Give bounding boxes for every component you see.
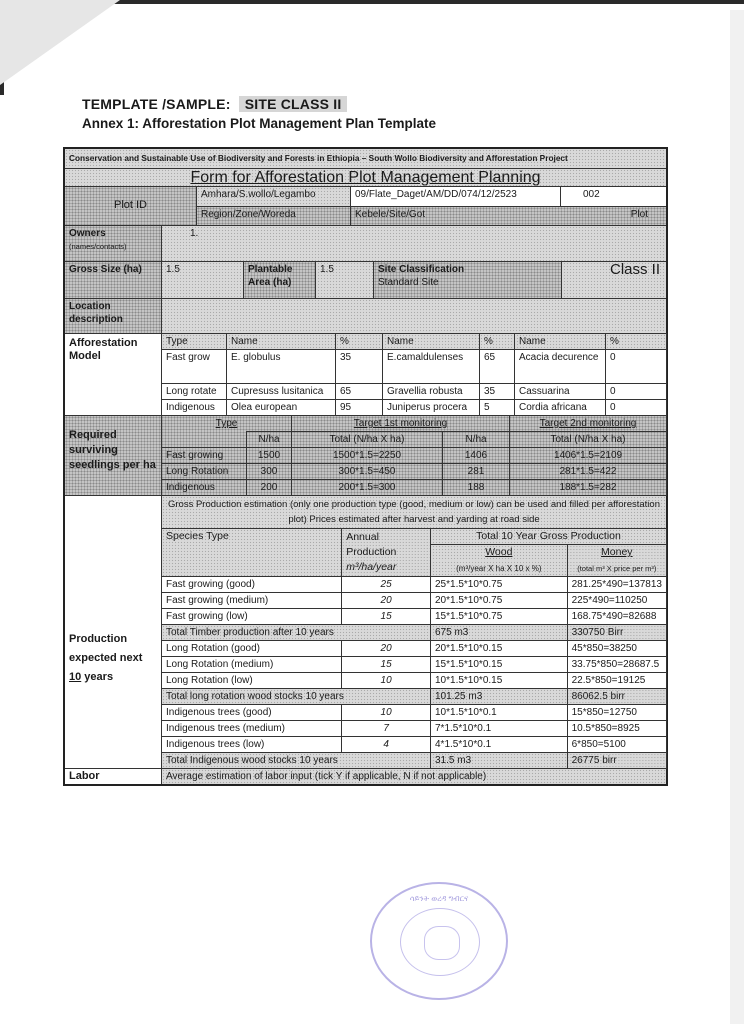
seedlings-cell[interactable]: 1406*1.5=2109	[510, 448, 667, 464]
production-row	[162, 609, 667, 625]
production-wood[interactable]: 10*1.5*10*0.1	[431, 705, 568, 721]
production-annual[interactable]: 20	[342, 593, 431, 609]
template-heading	[82, 96, 347, 112]
seedlings-row	[65, 416, 666, 496]
seedlings-header-type: Type	[162, 416, 292, 432]
production-annual[interactable]: 10	[342, 673, 431, 689]
model-cell[interactable]: E. globulus	[227, 350, 336, 384]
production-row	[162, 721, 667, 737]
production-col-annual: Annual Production	[346, 531, 397, 558]
production-annual[interactable]: 25	[342, 577, 431, 593]
seedlings-sub-total1: Total (N/ha X ha)	[292, 432, 443, 448]
model-cell[interactable]: Juniperus procera	[383, 400, 480, 416]
labor-text: Average estimation of labor input (tick Y if applicable, N if not applicable)	[162, 769, 666, 784]
gross-size-value[interactable]: 1.5	[162, 262, 244, 298]
production-annual[interactable]: 15	[342, 609, 431, 625]
production-wood[interactable]: 15*1.5*10*0.15	[431, 657, 568, 673]
size-row	[65, 262, 666, 299]
production-money[interactable]: 15*850=12750	[567, 705, 666, 721]
model-cell[interactable]: 65	[336, 384, 383, 400]
production-col-species: Species Type	[162, 529, 342, 577]
production-money[interactable]: 6*850=5100	[567, 737, 666, 753]
model-cell[interactable]: E.camaldulenses	[383, 350, 480, 384]
production-total-row	[162, 625, 667, 641]
kebele-label: Kebele/Site/Got	[355, 209, 426, 220]
model-cell[interactable]: 0	[606, 400, 667, 416]
production-total-money[interactable]: 86062.5 birr	[567, 689, 666, 705]
model-row-fast	[162, 350, 667, 384]
production-row	[162, 593, 667, 609]
production-species: Indigenous trees (medium)	[162, 721, 342, 737]
plantable-label-cell	[244, 262, 316, 298]
production-header-row-1	[162, 529, 667, 545]
production-wood[interactable]: 15*1.5*10*0.75	[431, 609, 568, 625]
model-header-name-1: Name	[227, 334, 336, 350]
model-cell[interactable]: 95	[336, 400, 383, 416]
annex-title: Annex 1: Afforestation Plot Management Plan Template	[82, 116, 437, 131]
model-cell[interactable]: 35	[336, 350, 383, 384]
production-wood[interactable]: 4*1.5*10*0.1	[431, 737, 568, 753]
model-cell[interactable]: Cordia africana	[515, 400, 606, 416]
seedlings-row-indigenous	[162, 480, 667, 496]
seedlings-sub-total2: Total (N/ha X ha)	[510, 432, 667, 448]
production-total-label: Total Timber production after 10 years	[162, 625, 431, 641]
production-col-annual-cell	[342, 529, 431, 577]
model-row-long	[162, 384, 667, 400]
production-wood[interactable]: 25*1.5*10*0.75	[431, 577, 568, 593]
production-species: Indigenous trees (low)	[162, 737, 342, 753]
production-row	[65, 496, 666, 769]
production-annual[interactable]: 20	[342, 641, 431, 657]
production-total-wood[interactable]: 675 m3	[431, 625, 568, 641]
model-cell[interactable]: 35	[480, 384, 515, 400]
seedlings-cell: Fast growing	[162, 448, 247, 464]
seedlings-cell: Long Rotation	[162, 464, 247, 480]
plot-id-fields	[197, 187, 666, 225]
seedlings-cell[interactable]: 281	[443, 464, 510, 480]
production-label-cell	[65, 496, 162, 768]
afforestation-model-table	[161, 333, 667, 416]
model-cell[interactable]: Cupresuss lusitanica	[227, 384, 336, 400]
kebele-value[interactable]: 09/Flate_Daget/AM/DD/074/12/2523	[351, 187, 561, 206]
production-total-money[interactable]: 330750 Birr	[567, 625, 666, 641]
production-species: Long Rotation (good)	[162, 641, 342, 657]
production-total-wood[interactable]: 31.5 m3	[431, 753, 568, 769]
seedlings-label: Required surviving seedlings per ha	[65, 416, 162, 495]
seedlings-cell: Indigenous	[162, 480, 247, 496]
production-annual[interactable]: 7	[342, 721, 431, 737]
seedlings-row-fast	[162, 448, 667, 464]
owners-label-cell	[65, 226, 162, 261]
production-money[interactable]: 22.5*850=19125	[567, 673, 666, 689]
production-money[interactable]: 225*490=110250	[567, 593, 666, 609]
seedlings-subheader-row	[162, 432, 667, 448]
production-species: Long Rotation (medium)	[162, 657, 342, 673]
location-row	[65, 299, 666, 334]
plot-id-row	[65, 187, 666, 226]
project-row	[65, 149, 666, 169]
production-wood[interactable]: 10*1.5*10*0.15	[431, 673, 568, 689]
production-row	[162, 577, 667, 593]
production-years-word: years	[81, 671, 114, 683]
model-cell[interactable]: Gravellia robusta	[383, 384, 480, 400]
seedlings-header-row	[162, 416, 667, 432]
production-col-money: Money	[567, 545, 666, 561]
seedlings-table	[161, 415, 667, 496]
seedlings-subheader-blank	[162, 432, 247, 448]
seedlings-cell[interactable]: 300*1.5=450	[292, 464, 443, 480]
production-total-row	[162, 753, 667, 769]
production-row	[162, 705, 667, 721]
model-header-name-2: Name	[383, 334, 480, 350]
production-money[interactable]: 168.75*490=82688	[567, 609, 666, 625]
model-cell[interactable]: 0	[606, 350, 667, 384]
folded-corner	[0, 0, 120, 85]
production-total-money[interactable]: 26775 birr	[567, 753, 666, 769]
owners-sublabel: (names/contacts)	[69, 242, 127, 251]
afforestation-model-label: Afforestation Model	[65, 334, 162, 415]
seedlings-cell[interactable]: 300	[247, 464, 292, 480]
model-cell: Long rotate	[162, 384, 227, 400]
model-header-name-3: Name	[515, 334, 606, 350]
model-cell[interactable]: Olea european	[227, 400, 336, 416]
production-money[interactable]: 45*850=38250	[567, 641, 666, 657]
production-wood[interactable]: 20*1.5*10*0.75	[431, 593, 568, 609]
region-value[interactable]: Amhara/S.wollo/Legambo	[197, 187, 351, 206]
management-plan-form	[63, 147, 668, 786]
production-money[interactable]: 33.75*850=28687.5	[567, 657, 666, 673]
production-row	[162, 673, 667, 689]
model-cell[interactable]: 0	[606, 384, 667, 400]
seedlings-cell[interactable]: 1406	[443, 448, 510, 464]
production-money[interactable]: 10.5*850=8925	[567, 721, 666, 737]
seedlings-cell[interactable]: 1500	[247, 448, 292, 464]
production-wood[interactable]: 20*1.5*10*0.15	[431, 641, 568, 657]
seedlings-cell[interactable]: 200	[247, 480, 292, 496]
form-title-row	[65, 169, 666, 187]
production-col-wood: Wood	[431, 545, 568, 561]
project-line: Conservation and Sustainable Use of Biodiversity and Forests in Ethiopia – South Wollo Biodiversity and Afforestation Project	[69, 153, 568, 163]
model-cell[interactable]: 5	[480, 400, 515, 416]
production-species: Indigenous trees (good)	[162, 705, 342, 721]
form-title: Form for Afforestation Plot Management Planning	[190, 169, 541, 186]
production-wood[interactable]: 7*1.5*10*0.1	[431, 721, 568, 737]
model-header-type: Type	[162, 334, 227, 350]
seedlings-cell[interactable]: 281*1.5=422	[510, 464, 667, 480]
production-annual[interactable]: 10	[342, 705, 431, 721]
labor-row	[65, 769, 666, 784]
model-cell[interactable]: Cassuarina	[515, 384, 606, 400]
model-cell[interactable]: Acacia decurence	[515, 350, 606, 384]
owners-label: Owners	[69, 228, 106, 239]
seedlings-header-target1: Target 1st monitoring	[292, 416, 510, 432]
seedlings-sub-nha2: N/ha	[443, 432, 510, 448]
production-col-money-formula: (total m³ X price per m³)	[567, 561, 666, 577]
site-class-label: Site Classification	[378, 264, 465, 275]
plot-value[interactable]: 002	[561, 187, 666, 206]
site-class-label-cell	[374, 262, 562, 298]
plot-id-label: Plot ID	[65, 187, 197, 225]
location-label: Location description	[65, 299, 162, 333]
site-class-badge: SITE CLASS II	[239, 96, 348, 112]
production-total-wood[interactable]: 101.25 m3	[431, 689, 568, 705]
seedlings-sub-nha: N/ha	[247, 432, 292, 448]
owners-value[interactable]: 1.	[190, 228, 199, 239]
labor-label: Labor	[65, 769, 162, 784]
scan-edge-right	[730, 10, 744, 1024]
seedlings-table-wrap	[162, 416, 666, 495]
seedlings-header-target2: Target 2nd monitoring	[510, 416, 667, 432]
plot-label: Plot	[630, 209, 648, 220]
production-years-num: 10	[69, 671, 82, 683]
production-row	[162, 641, 667, 657]
location-value[interactable]	[162, 299, 666, 333]
plantable-label: Plantable Area (ha)	[248, 264, 293, 288]
production-species: Long Rotation (low)	[162, 673, 342, 689]
region-label: Region/Zone/Woreda	[197, 207, 351, 225]
owners-row	[65, 226, 666, 262]
model-header-row	[162, 334, 667, 350]
production-row	[162, 657, 667, 673]
model-header-pct-2: %	[480, 334, 515, 350]
seedlings-cell[interactable]: 200*1.5=300	[292, 480, 443, 496]
template-label: TEMPLATE /SAMPLE:	[82, 96, 231, 112]
production-table	[161, 528, 667, 769]
production-note: Gross Production estimation (only one production type (good, medium or low) can be used and filled per afforestation plot) Prices estimated after harvest and yarding at road side	[162, 496, 666, 529]
seedlings-cell[interactable]: 188	[443, 480, 510, 496]
production-col-annual-unit: m³/ha/year	[346, 561, 397, 573]
production-total-label: Total long rotation wood stocks 10 years	[162, 689, 431, 705]
production-col-total: Total 10 Year Gross Production	[431, 529, 667, 545]
production-annual[interactable]: 4	[342, 737, 431, 753]
production-species: Fast growing (medium)	[162, 593, 342, 609]
production-annual[interactable]: 15	[342, 657, 431, 673]
production-species: Fast growing (good)	[162, 577, 342, 593]
stamp-text: ሳይንት ወረዳ ግብርና	[409, 894, 469, 903]
afforestation-model-table-wrap	[162, 334, 666, 415]
afforestation-model-row	[65, 334, 666, 416]
production-table-wrap	[162, 496, 666, 768]
gross-size-label: Gross Size (ha)	[65, 262, 162, 298]
plantable-value[interactable]: 1.5	[316, 262, 374, 298]
production-money[interactable]: 281.25*490=137813	[567, 577, 666, 593]
model-header-pct-3: %	[606, 334, 667, 350]
site-class-value[interactable]: Class II	[609, 261, 660, 278]
production-row	[162, 737, 667, 753]
official-stamp	[370, 882, 508, 1000]
seedlings-cell[interactable]: 1500*1.5=2250	[292, 448, 443, 464]
production-species: Fast growing (low)	[162, 609, 342, 625]
model-cell: Indigenous	[162, 400, 227, 416]
site-class-sublabel: Standard Site	[378, 277, 439, 288]
model-row-indigenous	[162, 400, 667, 416]
production-label: Production expected next	[69, 633, 143, 664]
model-cell: Fast grow	[162, 350, 227, 384]
production-total-row	[162, 689, 667, 705]
seedlings-cell[interactable]: 188*1.5=282	[510, 480, 667, 496]
model-cell[interactable]: 65	[480, 350, 515, 384]
production-col-wood-formula: (m³/year X ha X 10 x %)	[431, 561, 568, 577]
production-total-label: Total Indigenous wood stocks 10 years	[162, 753, 431, 769]
model-header-pct-1: %	[336, 334, 383, 350]
seedlings-row-long	[162, 464, 667, 480]
